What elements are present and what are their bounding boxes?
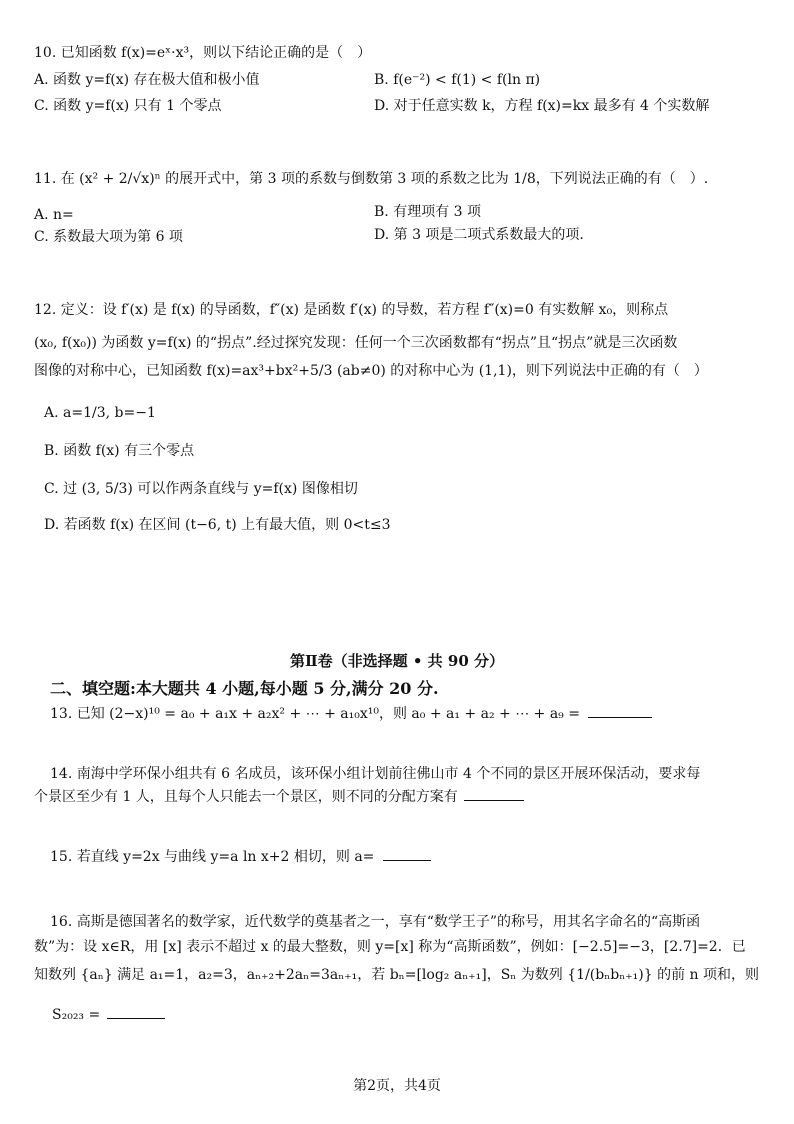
q11-option-c: C. 系数最大项为第 6 项 — [34, 229, 183, 245]
q11-option-a: A. n= — [34, 207, 74, 223]
q16-sum-text: S₂₀₂₃ = — [52, 1007, 101, 1023]
q15-answer-blank[interactable] — [383, 848, 431, 861]
q16-line-4 — [52, 1006, 165, 1024]
q14-line-1: 14. 南海中学环保小组共有 6 名成员，该环保小组计划前往佛山市 4 个不同的景区开展环保活动，要求每 — [50, 766, 701, 782]
q16-line-2: 数”为：设 x∈R，用 [x] 表示不超过 x 的最大整数，则 y=[x] 称为“高斯函数”，例如：[−2.5]=−3，[2.7]=2．已 — [34, 939, 746, 955]
q10-option-a: A. 函数 y=f(x) 存在极大值和极小值 — [34, 72, 260, 88]
q16-line-3: 知数列 {aₙ} 满足 a₁=1，a₂=3，aₙ₊₂+2aₙ=3aₙ₊₁，若 bₙ=[log₂ aₙ₊₁]，Sₙ 为数列 {1/(bₙbₙ₊₁)} 的前 n 项和，则 — [34, 967, 760, 983]
q11-option-d: D. 第 3 项是二项式系数最大的项. — [374, 227, 584, 243]
q14-line-2 — [34, 788, 524, 806]
q11-option-b: B. 有理项有 3 项 — [374, 204, 481, 220]
q11-stem: 11. 在 (x² + 2/√x)ⁿ 的展开式中，第 3 项的系数与倒数第 3 项的系数之比为 1/8，下列说法正确的有（ ）. — [34, 171, 709, 187]
q12-line-2: (x₀, f(x₀)) 为函数 y=f(x) 的“拐点”.经过探究发现：任何一个三次函数都有“拐点”且“拐点”就是三次函数 — [34, 335, 678, 351]
q14-text: 个景区至少有 1 人，且每个人只能去一个景区，则不同的分配方案有 — [34, 789, 458, 805]
q15-text: 15. 若直线 y=2x 与曲线 y=a ln x+2 相切，则 a= — [50, 849, 375, 865]
q12-option-d: D. 若函数 f(x) 在区间 (t−6, t) 上有最大值，则 0<t≤3 — [44, 517, 391, 533]
q12-option-a: A. a=1/3, b=−1 — [44, 405, 156, 421]
q13-text: 13. 已知 (2−x)¹⁰ = a₀ + a₁x + a₂x² + ⋯ + a₁₀x¹⁰，则 a₀ + a₁ + a₂ + ⋯ + a₉ = — [50, 706, 580, 722]
q12-option-c: C. 过 (3, 5/3) 可以作两条直线与 y=f(x) 图像相切 — [44, 481, 358, 497]
q10-option-c: C. 函数 y=f(x) 只有 1 个零点 — [34, 98, 222, 114]
page-footer: 第2页，共4页 — [353, 1078, 441, 1094]
q12-line-3: 图像的对称中心，已知函数 f(x)=ax³+bx²+5/3 (ab≠0) 的对称中心为 (1,1)，则下列说法中正确的有（ ） — [34, 363, 708, 379]
q10-option-d: D. 对于任意实数 k，方程 f(x)=kx 最多有 4 个实数解 — [374, 98, 710, 114]
q13 — [50, 705, 652, 723]
q16-line-1: 16. 高斯是德国著名的数学家，近代数学的奠基者之一，享有“数学王子”的称号，用其名字命名的“高斯函 — [50, 914, 701, 930]
part2-title: 第Ⅱ卷（非选择题 • 共 90 分） — [290, 652, 504, 670]
q12-line-1: 12. 定义：设 f′(x) 是 f(x) 的导函数，f″(x) 是函数 f′(x) 的导数，若方程 f″(x)=0 有实数解 x₀，则称点 — [34, 302, 669, 318]
q16-answer-blank[interactable] — [107, 1006, 165, 1019]
q10-stem: 10. 已知函数 f(x)=eˣ·x³，则以下结论正确的是（ ） — [34, 45, 372, 61]
q12-option-b: B. 函数 f(x) 有三个零点 — [44, 443, 195, 459]
q15 — [50, 848, 431, 866]
q14-answer-blank[interactable] — [464, 788, 524, 801]
q13-answer-blank[interactable] — [588, 705, 652, 718]
q10-option-b: B. f(e⁻²) < f(1) < f(ln π) — [374, 72, 541, 88]
section-2-heading: 二、填空题:本大题共 4 小题,每小题 5 分,满分 20 分. — [50, 679, 439, 698]
